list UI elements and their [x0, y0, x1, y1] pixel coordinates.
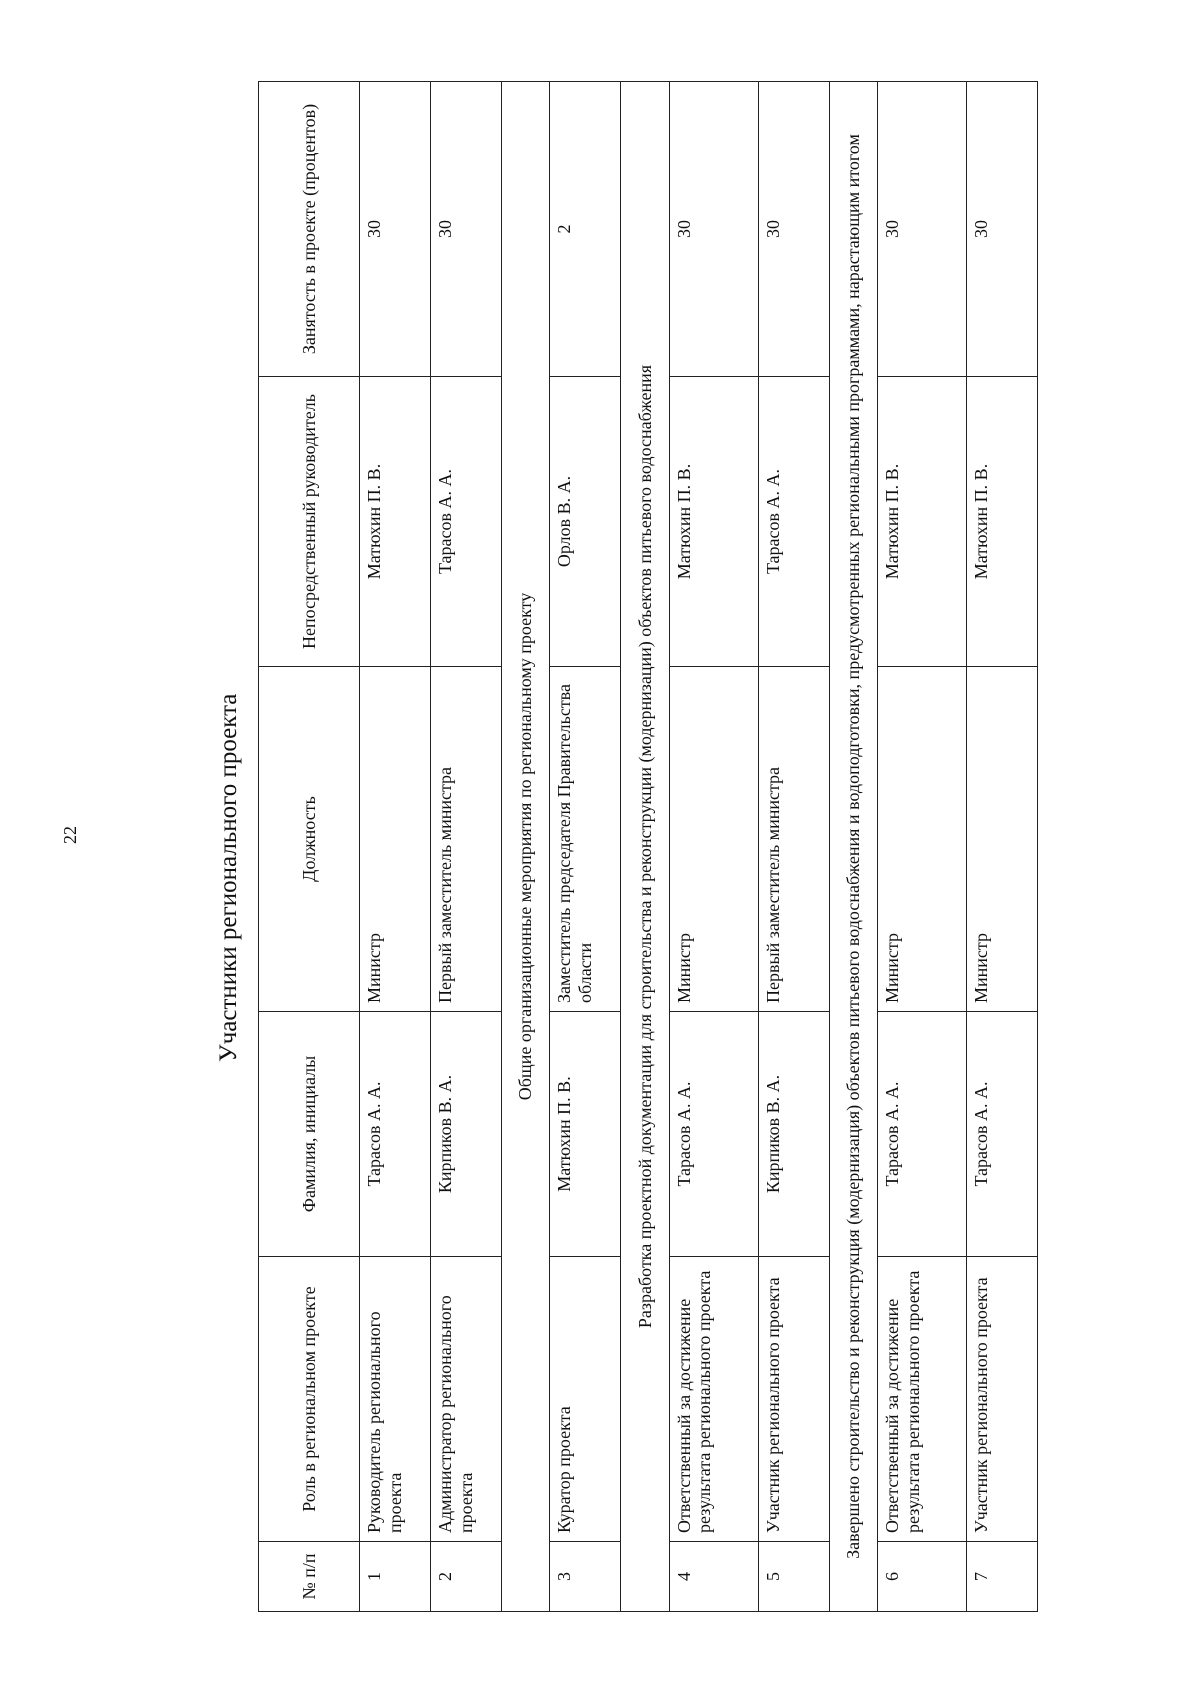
row-load: 30	[360, 82, 431, 377]
row-role: Ответственный за достижение результата регионального проекта	[669, 1257, 758, 1542]
row-name: Тарасов А. А.	[669, 1012, 758, 1257]
page-title: Участники регионального проекта	[215, 693, 242, 1062]
row-manager: Матюхин П. В.	[360, 377, 431, 667]
row-position: Заместитель председателя Правительства области	[550, 667, 621, 1012]
header-num: № п/п	[259, 1542, 360, 1612]
row-name: Кирпиков В. А.	[431, 1012, 502, 1257]
participants-table-container	[258, 82, 1038, 1612]
header-name: Фамилия, инициалы	[259, 1012, 360, 1257]
row-name: Тарасов А. А.	[878, 1012, 967, 1257]
table-row	[669, 82, 758, 1612]
row-manager: Матюхин П. В.	[669, 377, 758, 667]
row-role: Участник регионального проекта	[758, 1257, 829, 1542]
table-row	[967, 82, 1038, 1612]
page-number: 22	[60, 826, 80, 844]
row-position: Министр	[878, 667, 967, 1012]
section-header-row	[829, 82, 877, 1612]
row-load: 30	[967, 82, 1038, 377]
section-title: Завершено строительство и реконструкция (модернизация) объектов питьевого водоснабжения и водоподготовки, предусмотренных региональными программами, нарастающим итогом	[829, 82, 877, 1612]
row-manager: Орлов В. А.	[550, 377, 621, 667]
row-role: Куратор проекта	[550, 1257, 621, 1542]
section-title: Общие организационные мероприятия по региональному проекту	[502, 82, 550, 1612]
row-role: Администратор регионального проекта	[431, 1257, 502, 1542]
participants-table	[258, 81, 1038, 1612]
row-num: 5	[758, 1542, 829, 1612]
row-manager: Матюхин П. В.	[967, 377, 1038, 667]
row-load: 30	[669, 82, 758, 377]
table-row	[878, 82, 967, 1612]
row-num: 3	[550, 1542, 621, 1612]
table-row	[758, 82, 829, 1612]
row-name: Тарасов А. А.	[967, 1012, 1038, 1257]
section-header-row	[502, 82, 550, 1612]
header-load: Занятость в проекте (процентов)	[259, 82, 360, 377]
row-manager: Матюхин П. В.	[878, 377, 967, 667]
row-num: 2	[431, 1542, 502, 1612]
row-num: 4	[669, 1542, 758, 1612]
row-load: 2	[550, 82, 621, 377]
header-manager: Непосредственный руководитель	[259, 377, 360, 667]
row-role: Ответственный за достижение результата регионального проекта	[878, 1257, 967, 1542]
row-position: Министр	[967, 667, 1038, 1012]
row-load: 30	[431, 82, 502, 377]
row-num: 7	[967, 1542, 1038, 1612]
row-position: Первый заместитель министра	[758, 667, 829, 1012]
row-manager: Тарасов А. А.	[758, 377, 829, 667]
section-header-row	[621, 82, 669, 1612]
table-row	[360, 82, 431, 1612]
row-position: Министр	[360, 667, 431, 1012]
row-role: Руководитель регионального проекта	[360, 1257, 431, 1542]
row-num: 1	[360, 1542, 431, 1612]
row-load: 30	[878, 82, 967, 377]
row-role: Участник регионального проекта	[967, 1257, 1038, 1542]
table-row	[550, 82, 621, 1612]
header-position: Должность	[259, 667, 360, 1012]
header-role: Роль в региональном проекте	[259, 1257, 360, 1542]
row-manager: Тарасов А. А.	[431, 377, 502, 667]
row-name: Тарасов А. А.	[360, 1012, 431, 1257]
table-header-row	[259, 82, 360, 1612]
section-title: Разработка проектной документации для строительства и реконструкции (модернизации) объектов питьевого водоснабжения	[621, 82, 669, 1612]
row-position: Первый заместитель министра	[431, 667, 502, 1012]
row-name: Матюхин П. В.	[550, 1012, 621, 1257]
row-name: Кирпиков В. А.	[758, 1012, 829, 1257]
row-load: 30	[758, 82, 829, 377]
row-num: 6	[878, 1542, 967, 1612]
table-row	[431, 82, 502, 1612]
row-position: Министр	[669, 667, 758, 1012]
